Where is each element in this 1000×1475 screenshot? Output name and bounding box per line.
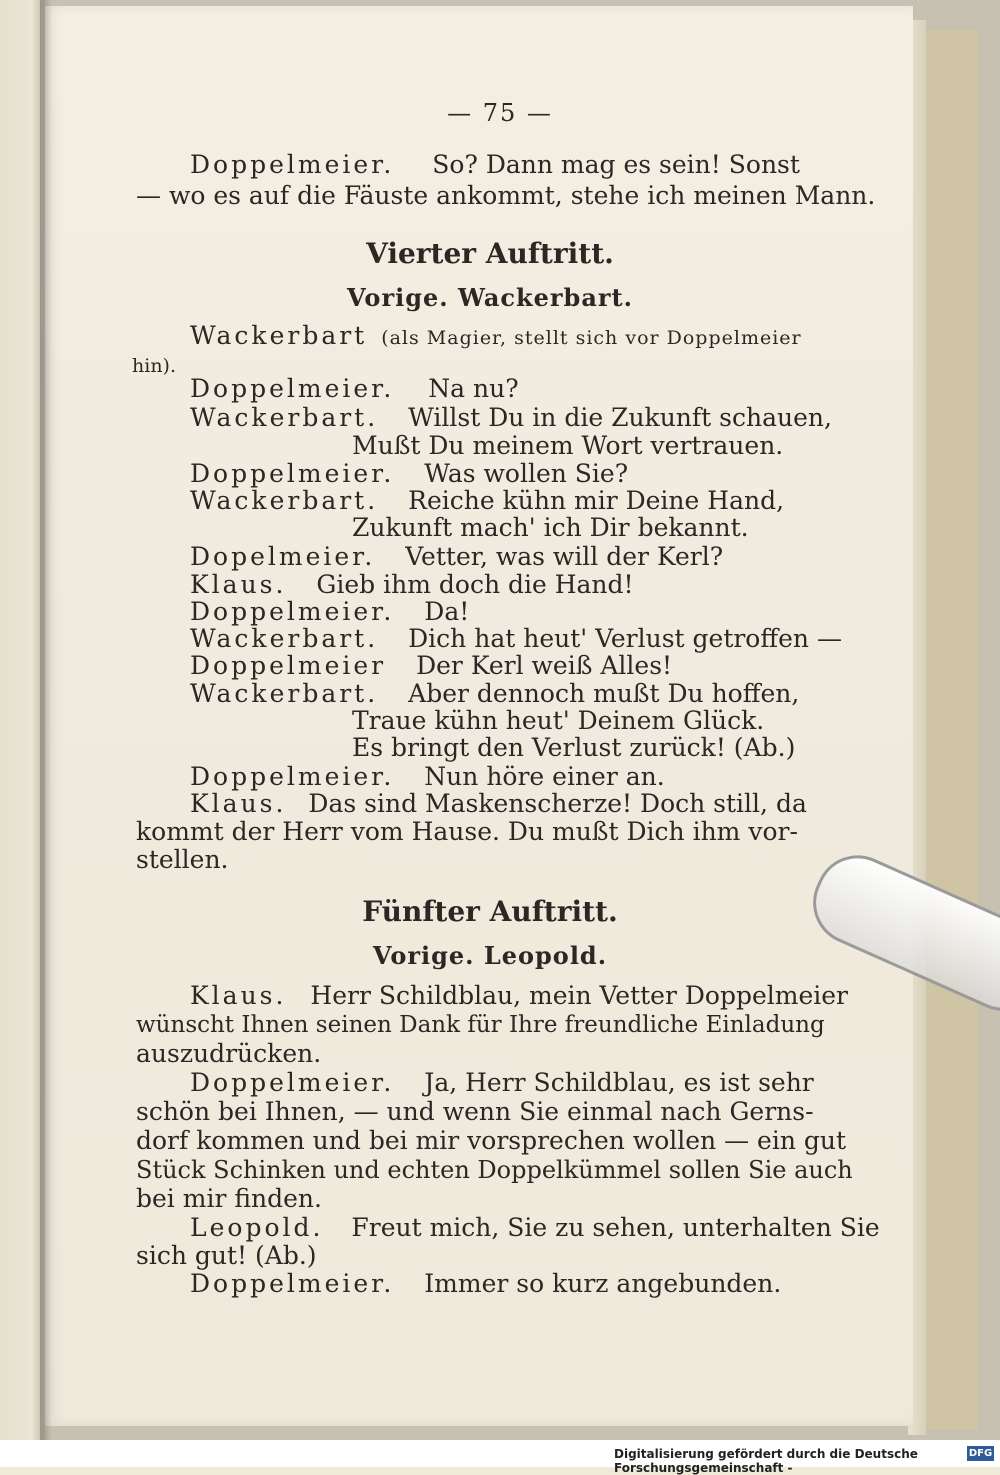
text-line: kommt der Herr vom Hause. Du mußt Dich ihm vor- <box>136 817 798 846</box>
text-line: dorf kommen und bei mir vorsprechen wollen — ein gut <box>136 1126 847 1155</box>
line-text: Vetter, was will der Kerl? <box>405 542 724 571</box>
page-number: — 75 — <box>447 99 553 127</box>
stage-direction: (als Magier, stellt sich vor Doppelmeier <box>381 327 802 349</box>
verse-line: Mußt Du meinem Wort vertrauen. <box>352 431 784 460</box>
text-line: hin). <box>132 355 177 377</box>
line-text: Gieb ihm doch die Hand! <box>316 570 634 599</box>
speaker-name: Doppelmeier <box>190 651 387 680</box>
line-text: Reiche kühn mir Deine Hand, <box>408 486 785 515</box>
line-text: Willst Du in die Zukunft schauen, <box>408 403 832 432</box>
dialogue-line <box>190 624 842 654</box>
line-text: Immer so kurz angebunden. <box>424 1269 782 1298</box>
dialogue-line <box>190 542 723 572</box>
dialogue-line <box>190 374 519 404</box>
speaker-name: Doppelmeier. <box>190 1068 395 1097</box>
dialogue-line <box>190 651 672 681</box>
dialogue-line <box>190 486 784 516</box>
line-text: Nun höre einer an. <box>424 762 665 791</box>
dialogue-line <box>190 1068 814 1098</box>
line-text: Was wollen Sie? <box>424 459 629 488</box>
dialogue-line <box>190 981 848 1011</box>
dialogue-line <box>190 459 628 489</box>
text-line: stellen. <box>136 845 229 874</box>
line-text: Dich hat heut' Verlust getroffen — <box>408 624 842 653</box>
line-text: Freut mich, Sie zu sehen, unterhalten Sie <box>351 1213 880 1242</box>
verse-line: Zukunft mach' ich Dir bekannt. <box>352 513 749 542</box>
dialogue-line <box>190 762 665 792</box>
line-text: Na nu? <box>428 374 519 403</box>
scene-characters: Vorige. Leopold. <box>372 941 608 970</box>
line-text: Ja, Herr Schildblau, es ist sehr <box>424 1068 814 1097</box>
speaker-name: Klaus. <box>190 570 287 599</box>
speaker-name: Wackerbart <box>190 321 368 350</box>
speaker-name: Doppelmeier. <box>190 459 395 488</box>
speaker-name: Leopold. <box>190 1213 324 1242</box>
dfg-logo: DFG <box>968 1448 993 1459</box>
text-line: wünscht Ihnen seinen Dank für Ihre freundliche Einladung <box>136 1012 825 1038</box>
dialogue-line <box>190 321 802 353</box>
speaker-name: Wackerbart. <box>190 624 379 653</box>
dialogue-line <box>190 1269 781 1299</box>
funding-notice: Digitalisierung gefördert durch die Deutsche Forschungsgemeinschaft - <box>614 1447 918 1475</box>
verse-line: Traue kühn heut' Deinem Glück. <box>352 706 765 735</box>
speaker-name: Doppelmeier. <box>190 597 395 626</box>
speaker-name: Doppelmeier. <box>190 150 395 179</box>
dialogue-line <box>190 679 799 709</box>
text-line: Stück Schinken und echten Doppelkümmel sollen Sie auch <box>136 1156 853 1184</box>
line-text: So? Dann mag es sein! Sonst <box>432 150 800 179</box>
dialogue-line <box>190 597 469 627</box>
text-line: schön bei Ihnen, — und wenn Sie einmal nach Gerns- <box>136 1097 814 1126</box>
digitization-footer <box>0 1440 1000 1475</box>
line-text: Aber dennoch mußt Du hoffen, <box>408 679 800 708</box>
speaker-name: Klaus. <box>190 981 287 1010</box>
dialogue-line <box>190 789 807 819</box>
line-text: Da! <box>424 597 470 626</box>
text-line: sich gut! (Ab.) <box>136 1241 317 1270</box>
text-line: auszudrücken. <box>136 1039 322 1068</box>
line-text: Der Kerl weiß Alles! <box>416 651 673 680</box>
dialogue-line <box>190 403 832 433</box>
speaker-name: Wackerbart. <box>190 403 379 432</box>
speaker-name: Klaus. <box>190 789 287 818</box>
speaker-name: Dopelmeier. <box>190 542 376 571</box>
scene-heading: Vierter Auftritt. <box>366 237 614 270</box>
dialogue-line <box>190 1213 880 1243</box>
speaker-name: Doppelmeier. <box>190 1269 395 1298</box>
dialogue-line <box>190 150 800 180</box>
speaker-name: Wackerbart. <box>190 486 379 515</box>
dialogue-line <box>190 570 634 600</box>
facing-page-edge <box>0 0 45 1440</box>
scene-heading: Fünfter Auftritt. <box>362 895 618 928</box>
verse-line: Es bringt den Verlust zurück! (Ab.) <box>352 733 796 762</box>
scene-characters: Vorige. Wackerbart. <box>347 283 633 312</box>
text-line: bei mir finden. <box>136 1184 322 1213</box>
speaker-name: Doppelmeier. <box>190 762 395 791</box>
text-line: — wo es auf die Fäuste ankommt, stehe ich meinen Mann. <box>136 181 876 210</box>
gutter-shadow <box>40 0 52 1440</box>
line-text: Das sind Maskenscherze! Doch still, da <box>308 789 807 818</box>
speaker-name: Doppelmeier. <box>190 374 395 403</box>
speaker-name: Wackerbart. <box>190 679 379 708</box>
line-text: Herr Schildblau, mein Vetter Doppelmeier <box>310 981 849 1010</box>
